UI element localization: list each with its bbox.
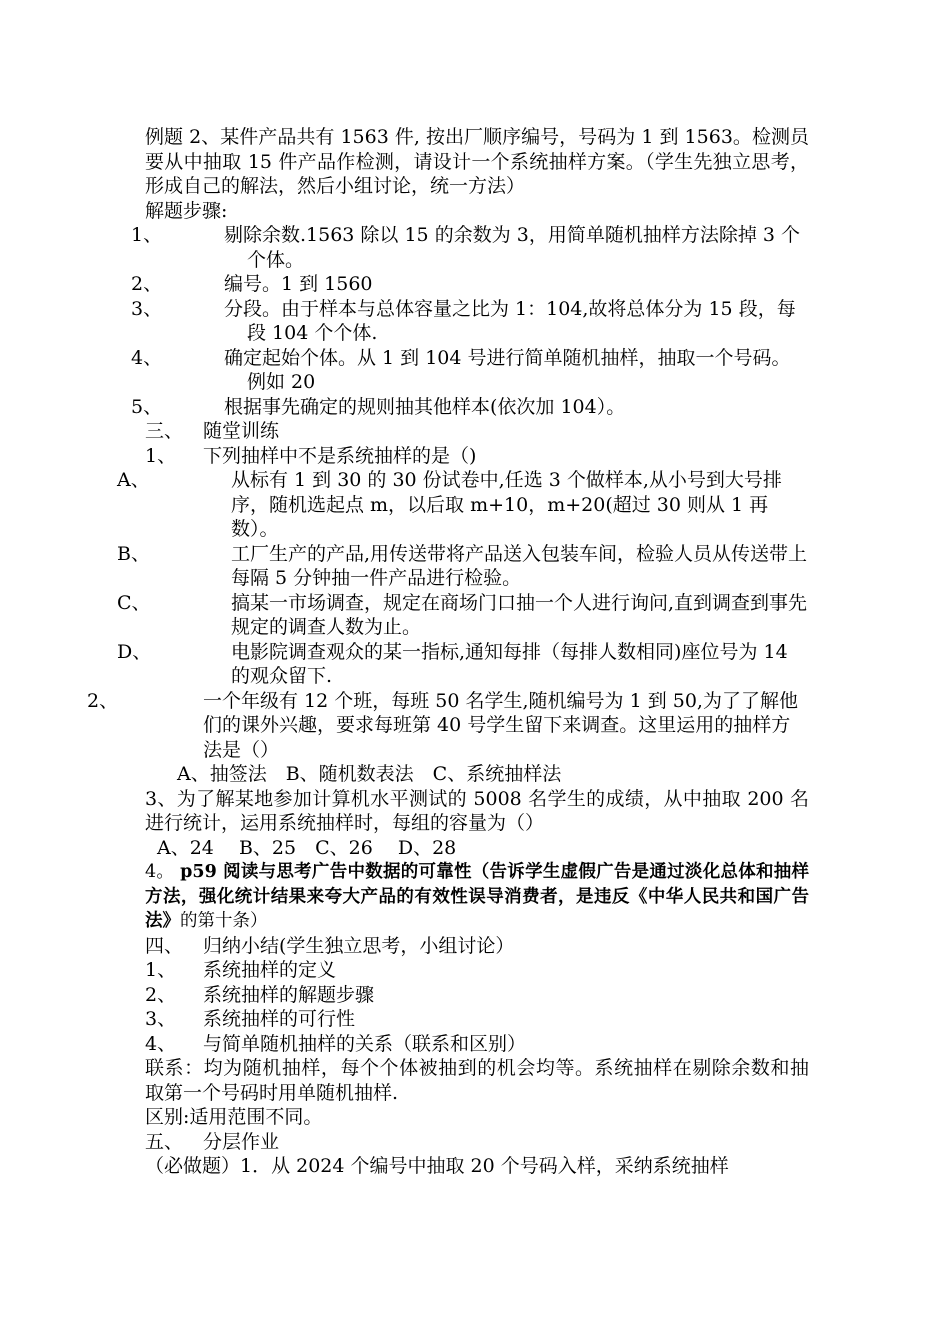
question-4: 4。 p59 阅读与思考广告中数据的可靠性（告诉学生虚假广告是通过淡化总体和抽样方法，强化统计结果来夸大产品的有效性误导消费者，是违反《中华人民共和国广告法》的第十条） <box>145 862 809 931</box>
section-4-heading: 四、 归纳小结(学生独立思考，小组讨论） <box>145 934 515 957</box>
section-3-heading: 三、 随堂训练 <box>145 420 280 442</box>
step-item: 2、 编号。1 到 1560 <box>131 273 373 295</box>
q1-option-a: A、 从标有 1 到 30 的 30 份试卷中,任选 3 个做样本,从小号到大号排序，随机选起点 m，以后取 m+10，m+20(超过 30 则从 1 再数）。 <box>117 469 782 540</box>
document-content <box>87 125 809 1179</box>
question-2: 2、 一个年级有 12 个班，每班 50 名学生,随机编号为 1 到 50,为了了解他们的课外兴趣，要求每班第 40 号学生留下来调查。这里运用的抽样方法是（） <box>87 689 798 761</box>
summary-item: 4、 与简单随机抽样的关系（联系和区别） <box>145 1032 527 1055</box>
step-item: 1、 剔除余数.1563 除以 15 的余数为 3，用简单随机抽样方法除掉 3 个个体。 <box>131 224 800 271</box>
summary-item: 1、 系统抽样的定义 <box>145 959 337 981</box>
example-problem: 例题 2、某件产品共有 1563 件, 按出厂顺序编号，号码为 1 到 1563。检测员要从中抽取 15 件产品作检测，请设计一个系统抽样方案。（学生先独立思考，形成自己的解法，然后小组讨论，统一方法） <box>145 126 809 197</box>
q1-option-b: B、 工厂生产的产品,用传送带将产品送入包装车间，检验人员从传送带上每隔 5 分钟抽一件产品进行检验。 <box>117 542 808 589</box>
difference-text: 区别:适用范围不同。 <box>145 1106 323 1128</box>
question-1: 1、 下列抽样中不是系统抽样的是（) <box>145 444 477 467</box>
q2-options: A、抽签法 B、随机数表法 C、系统抽样法 <box>177 763 562 785</box>
step-item: 5、 根据事先确定的规则抽其他样本(依次加 104）。 <box>131 395 626 418</box>
step-item: 4、 确定起始个体。从 1 到 104 号进行简单随机抽样，抽取一个号码。例如 20 <box>131 346 791 393</box>
section-5-heading: 五、 分层作业 <box>145 1130 280 1153</box>
summary-item: 3、 系统抽样的可行性 <box>145 1008 356 1030</box>
question-3: 3、为了解某地参加计算机水平测试的 5008 名学生的成绩，从中抽取 200 名进行统计，运用系统抽样时，每组的容量为（） <box>145 787 809 834</box>
relation-text: 联系：均为随机抽样，每个个体被抽到的机会均等。系统抽样在剔除余数和抽取第一个号码时用单随机抽样. <box>145 1057 809 1104</box>
q3-options: A、24 B、25 C、26 D、28 <box>157 836 457 859</box>
step-item: 3、 分段。由于样本与总体容量之比为 1：104,故将总体分为 15 段，每段 104 个个体. <box>131 297 796 344</box>
q1-option-c: C、 搞某一市场调查，规定在商场门口抽一个人进行询问,直到调查到事先规定的调查人数为止。 <box>117 591 808 638</box>
summary-item: 2、 系统抽样的解题步骤 <box>145 983 375 1006</box>
q1-option-d: D、 电影院调查观众的某一指标,通知每排（每排人数相同)座位号为 14 的观众留下. <box>117 640 788 687</box>
steps-title: 解题步骤: <box>145 199 228 222</box>
homework-text: （必做题）1．从 2024 个编号中抽取 20 个号码入样，采纳系统抽样 <box>145 1155 729 1177</box>
